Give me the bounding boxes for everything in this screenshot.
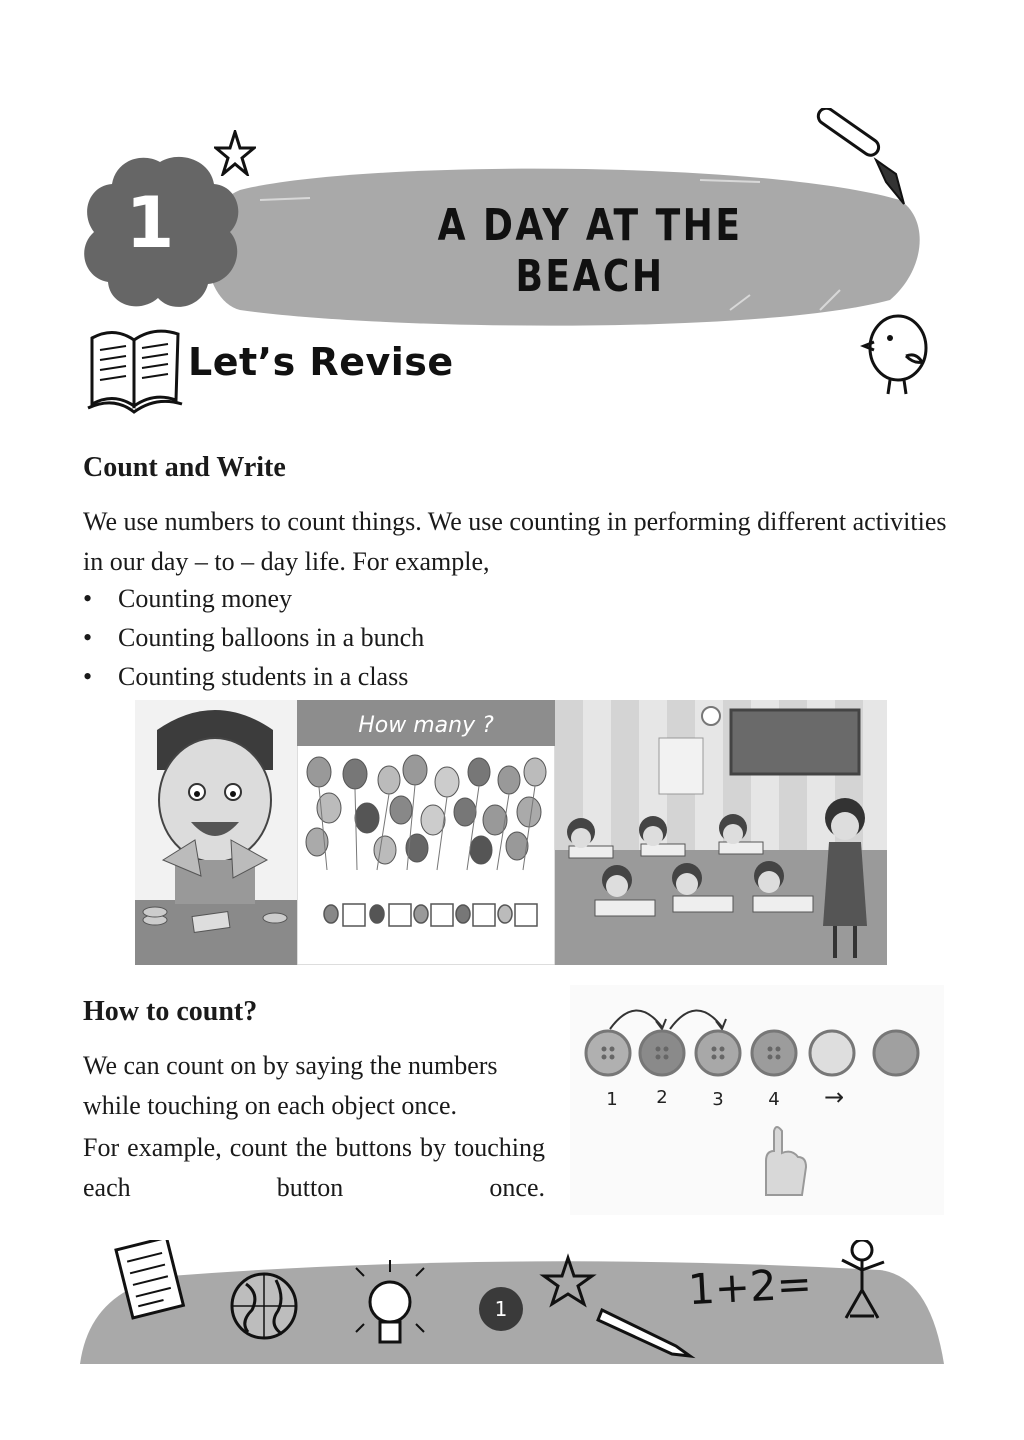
count-on-paragraph: We can count on by saying the numbers while touching on each object once. — [83, 1051, 498, 1120]
count-and-write-heading: Count and Write — [83, 452, 286, 483]
count-buttons-paragraph: For example, count the buttons by touching each button once. — [83, 1133, 545, 1202]
counting-money-illustration — [135, 700, 297, 965]
examples-illustration-strip — [135, 700, 887, 965]
star-icon — [214, 130, 256, 176]
counting-balloons-illustration — [297, 700, 555, 965]
paintbrush-icon — [806, 108, 910, 212]
button-item — [810, 1031, 854, 1075]
pointing-hand-icon — [766, 1127, 806, 1195]
bird-icon — [860, 306, 944, 396]
chapter-number: 1 — [125, 182, 175, 264]
footer-equation: 1+2= — [686, 1258, 814, 1315]
how-many-label: How many ? — [358, 713, 494, 738]
chapter-title: A DAY AT THE BEACH — [437, 200, 743, 302]
counting-buttons-illustration — [570, 985, 944, 1215]
button-item — [586, 1031, 630, 1075]
button-item — [874, 1031, 918, 1075]
list-item: • Counting students in a class — [83, 662, 409, 691]
counting-students-illustration — [555, 700, 887, 965]
open-book-icon — [84, 322, 184, 414]
globe-icon — [232, 1274, 296, 1338]
button-item — [696, 1031, 740, 1075]
lets-revise-heading: Let’s Revise — [188, 340, 454, 384]
count-label-2: 2 — [656, 1087, 668, 1108]
count-and-write-paragraph: We use numbers to count things. We use counting in performing different activities in our day – to – day life. For example, — [83, 507, 947, 576]
list-item: • Counting money — [83, 584, 293, 613]
count-label-4: 4 — [768, 1089, 780, 1110]
count-label-3: 3 — [712, 1089, 724, 1110]
how-to-count-heading: How to count? — [83, 996, 258, 1027]
continue-arrow: → — [823, 1083, 845, 1111]
bullet-mark: • — [83, 623, 93, 652]
count-label-1: 1 — [606, 1089, 618, 1110]
bullet-mark: • — [83, 584, 93, 613]
page-number: 1 — [479, 1287, 523, 1331]
bullet-mark: • — [83, 662, 93, 691]
button-item — [752, 1031, 796, 1075]
list-item: • Counting balloons in a bunch — [83, 623, 425, 652]
button-item — [640, 1031, 684, 1075]
counting-examples-list — [83, 584, 683, 701]
